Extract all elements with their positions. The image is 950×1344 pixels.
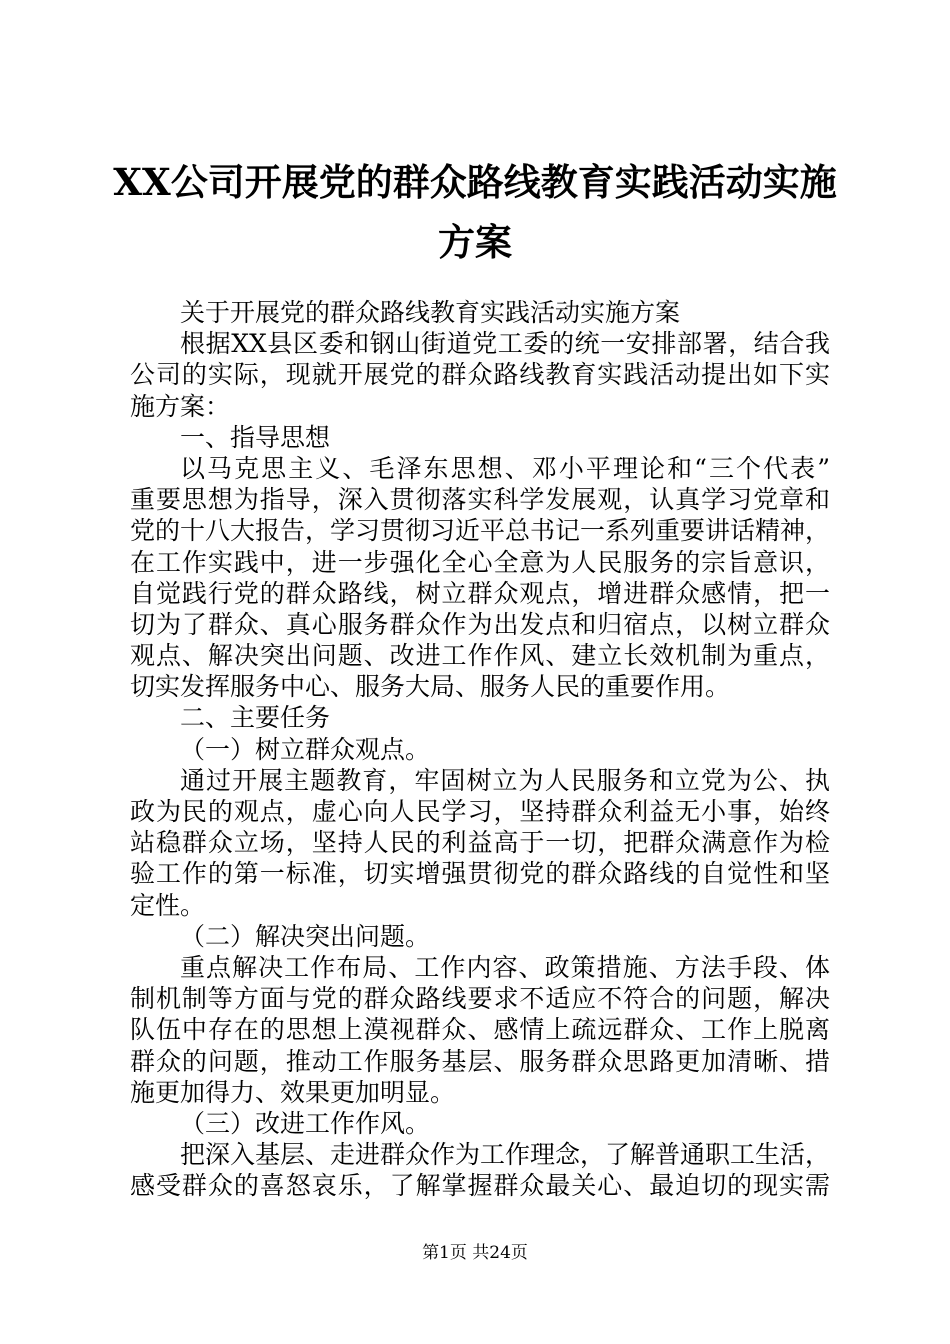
- body-text-line: 施方案：: [130, 391, 231, 421]
- body-text-line: （一）树立群众观点。: [180, 734, 431, 764]
- body-text-line: 关于开展党的群众路线教育实践活动实施方案: [180, 298, 681, 327]
- body-text-line: 根据XX县区委和钢山街道党工委的统一安排部署，结合我: [180, 329, 830, 359]
- body-text-line: 通过开展主题教育，牢固树立为人民服务和立党为公、执: [180, 765, 830, 795]
- body-text-line: 重点解决工作布局、工作内容、政策措施、方法手段、体: [180, 952, 830, 982]
- body-text-line: 党的十八大报告，学习贯彻习近平总书记一系列重要讲话精神，: [130, 516, 831, 546]
- document-body: [130, 297, 830, 1201]
- body-text-line: （二）解决突出问题。: [180, 921, 431, 951]
- body-text-line: 以马克思主义、毛泽东思想、邓小平理论和“三个代表”: [180, 453, 830, 483]
- body-text-line: 自觉践行党的群众路线，树立群众观点，增进群众感情，把一: [130, 578, 830, 608]
- body-text-line: 制机制等方面与党的群众路线要求不适应不符合的问题，解决: [130, 984, 830, 1014]
- body-text-line: 感受群众的喜怒哀乐，了解掌握群众最关心、最迫切的现实需: [130, 1171, 830, 1201]
- body-text-line: 群众的问题，推动工作服务基层、服务群众思路更加清晰、措: [130, 1046, 830, 1076]
- document-title-line-2: 方案: [438, 220, 512, 264]
- body-text-line: 二、主要任务: [180, 703, 331, 733]
- body-text-line: 观点、解决突出问题、改进工作作风、建立长效机制为重点，: [130, 641, 830, 671]
- body-text-line: 定性。: [130, 890, 206, 920]
- body-text-line: （三）改进工作作风。: [180, 1108, 431, 1138]
- body-text-line: 施更加得力、效果更加明显。: [130, 1077, 456, 1107]
- body-text-line: 切实发挥服务中心、服务大局、服务人民的重要作用。: [130, 672, 731, 702]
- body-text-line: 队伍中存在的思想上漠视群众、感情上疏远群众、工作上脱离: [130, 1015, 830, 1045]
- body-text-line: 公司的实际，现就开展党的群众路线教育实践活动提出如下实: [130, 360, 830, 390]
- body-text-line: 切为了群众、真心服务群众作为出发点和归宿点，以树立群众: [130, 609, 830, 639]
- body-text-line: 把深入基层、走进群众作为工作理念，了解普通职工生活，: [180, 1140, 831, 1170]
- page-footer: 第1页 共24页: [422, 1243, 528, 1263]
- body-text-line: 重要思想为指导，深入贯彻落实科学发展观，认真学习党章和: [130, 485, 830, 515]
- body-text-line: 在工作实践中，进一步强化全心全意为人民服务的宗旨意识，: [130, 547, 830, 577]
- body-text-line: 站稳群众立场，坚持人民的利益高于一切，把群众满意作为检: [130, 828, 830, 858]
- body-text-line: 验工作的第一标准，切实增强贯彻党的群众路线的自觉性和坚: [130, 859, 830, 889]
- body-text-line: 一、指导思想: [180, 422, 331, 452]
- body-text-line: 政为民的观点，虚心向人民学习，坚持群众利益无小事，始终: [130, 797, 830, 826]
- document-title-line-1: XX公司开展党的群众路线教育实践活动实施: [113, 160, 837, 204]
